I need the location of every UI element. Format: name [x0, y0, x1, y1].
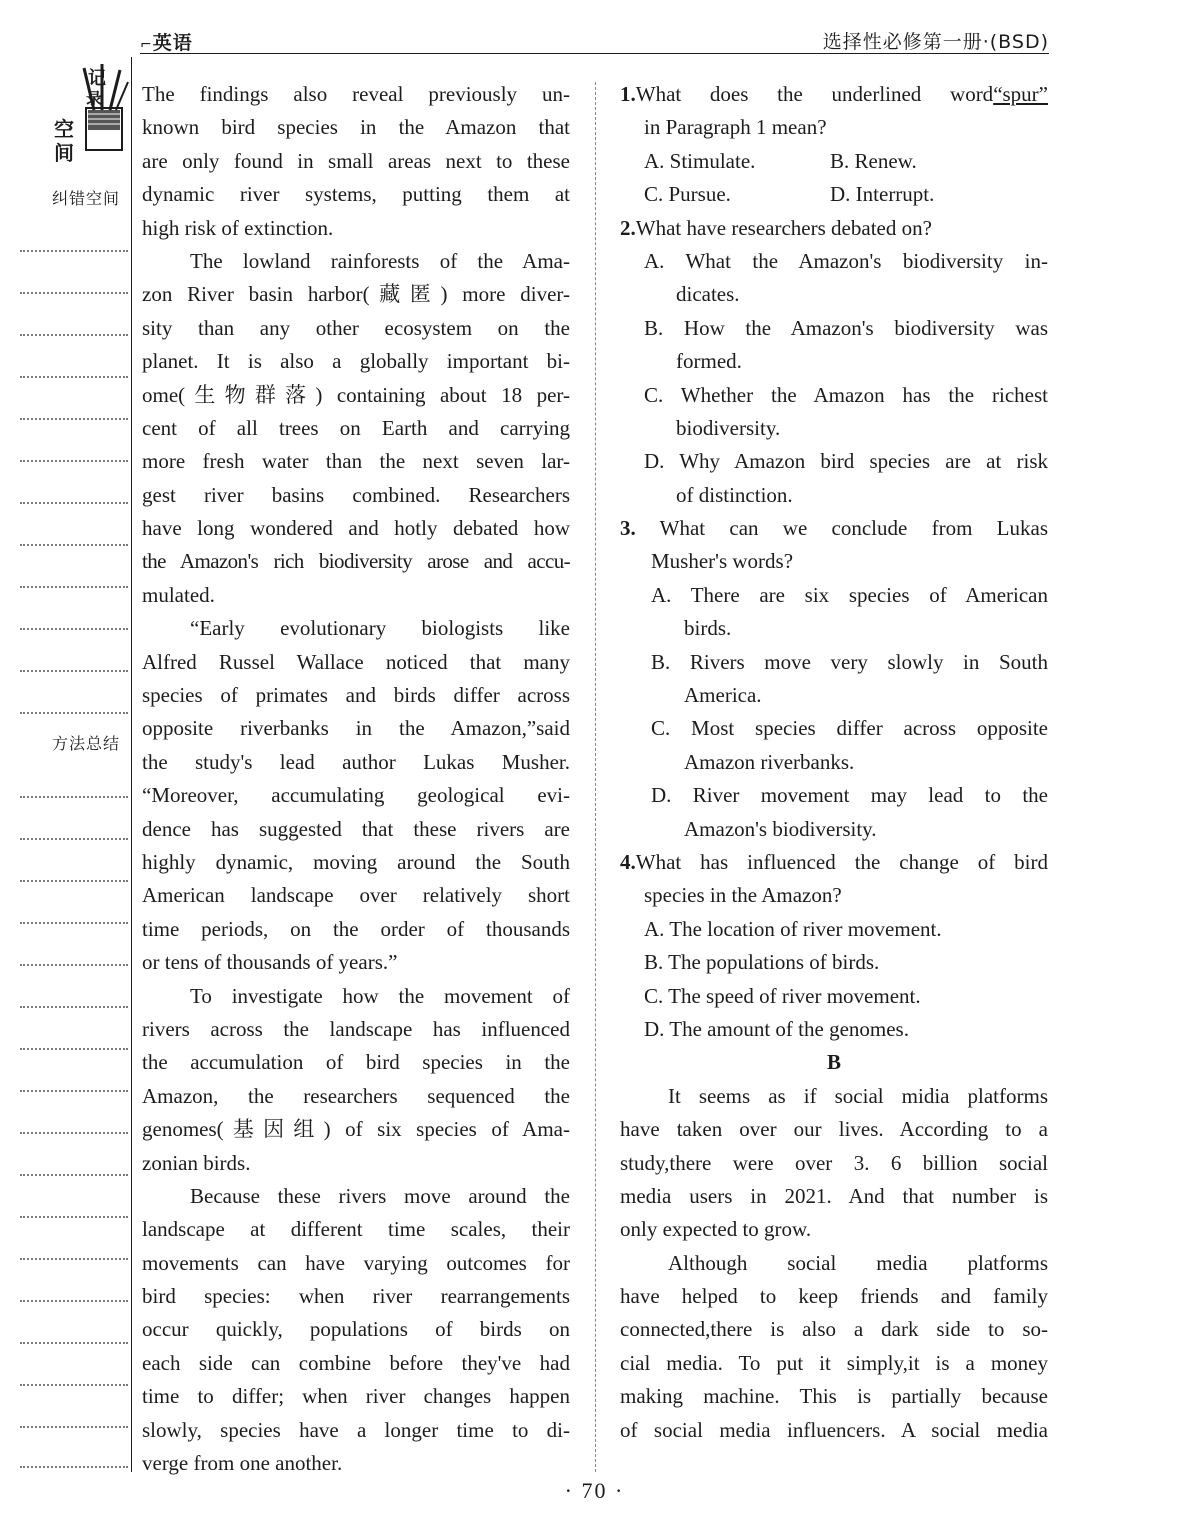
- note-line: [20, 712, 128, 714]
- note-line: [20, 628, 128, 630]
- passage-line: mulated.: [142, 582, 215, 607]
- passage-line: the accumulation of bird species in the: [142, 1050, 570, 1075]
- question-3-stem: 3. What can we conclude from Lukas: [620, 516, 1048, 541]
- option-c-cont: Amazon riverbanks.: [684, 749, 855, 774]
- note-line: [20, 586, 128, 588]
- question-number: 2.: [620, 215, 636, 240]
- option-b[interactable]: B. The populations of birds.: [644, 950, 880, 975]
- note-line: [20, 418, 128, 420]
- note-line: [20, 1384, 128, 1386]
- passage-line: highly dynamic, moving around the South: [142, 849, 570, 874]
- passage-line: zon River basin harbor(藏匿) more diver-: [142, 282, 570, 307]
- option-d-cont: Amazon's biodiversity.: [684, 816, 877, 841]
- passage-line: have taken over our lives. According to a: [620, 1117, 1048, 1142]
- passage-line: planet. It is also a globally important bi-: [142, 349, 570, 374]
- question-4-stem-cont: species in the Amazon?: [644, 883, 842, 908]
- passage-line: each side can combine before they've had: [142, 1350, 570, 1375]
- question-1-options-ab: [620, 145, 1048, 178]
- option-a[interactable]: A. What the Amazon's biodiversity in-: [644, 248, 1048, 273]
- header-subject: ⌐英语: [140, 32, 193, 54]
- logo-char-2: 录: [86, 89, 103, 108]
- passage-line: only expected to grow.: [620, 1217, 812, 1242]
- passage-line: more fresh water than the next seven lar-: [142, 449, 570, 474]
- option-b-cont: America.: [684, 683, 762, 708]
- note-line: [20, 1426, 128, 1428]
- note-line: [20, 292, 128, 294]
- passage-line: slowly, species have a longer time to di-: [142, 1417, 570, 1442]
- option-b[interactable]: B. How the Amazon's biodiversity was: [644, 315, 1048, 340]
- passage-line: making machine. This is partially because: [620, 1384, 1048, 1409]
- passage-line: The lowland rainforests of the Ama-: [190, 248, 570, 273]
- passage-line: or tens of thousands of years.”: [142, 950, 398, 975]
- note-line: [20, 334, 128, 336]
- passage-line: Although social media platforms: [668, 1250, 1048, 1275]
- note-line: [20, 1342, 128, 1344]
- passage-line: dence has suggested that these rivers are: [142, 816, 570, 841]
- option-c-cont: biodiversity.: [676, 415, 781, 440]
- logo-char-1: 记: [88, 68, 106, 89]
- option-d[interactable]: D. Interrupt.: [830, 182, 935, 207]
- question-1-stem-cont: in Paragraph 1 mean?: [644, 115, 827, 140]
- logo-char-4: 间: [54, 141, 74, 162]
- page-number: · 70 ·: [564, 1478, 625, 1503]
- passage-line: sity than any other ecosystem on the: [142, 315, 570, 340]
- passage-line: have helped to keep friends and family: [620, 1284, 1048, 1309]
- question-2-stem: 2.What have researchers debated on?: [620, 215, 932, 240]
- column-divider: [595, 82, 596, 1472]
- sidebar-label-error-space: 纠错空间: [52, 189, 121, 208]
- passage-left-column: [142, 78, 570, 1480]
- passage-line: opposite riverbanks in the Amazon,”said: [142, 716, 570, 741]
- passage-line: time to differ; when river changes happen: [142, 1384, 570, 1409]
- passage-line: American landscape over relatively short: [142, 883, 570, 908]
- question-3-stem-cont: Musher's words?: [651, 549, 794, 574]
- option-b[interactable]: B. Rivers move very slowly in South: [651, 649, 1048, 674]
- note-line: [20, 1258, 128, 1260]
- passage-line: time periods, on the order of thousands: [142, 916, 570, 941]
- passage-line: dynamic river systems, putting them at: [142, 182, 570, 207]
- passage-line: of social media influencers. A social media: [620, 1417, 1048, 1442]
- passage-line: rivers across the landscape has influenced: [142, 1016, 570, 1041]
- passage-line: genomes(基因组) of six species of Ama-: [142, 1117, 570, 1142]
- note-line: [20, 1048, 128, 1050]
- passage-line: Amazon, the researchers sequenced the: [142, 1083, 570, 1108]
- option-c[interactable]: C. Whether the Amazon has the richest: [644, 382, 1048, 407]
- passage-line: Alfred Russel Wallace noticed that many: [142, 649, 570, 674]
- option-a[interactable]: A. There are six species of American: [651, 582, 1048, 607]
- option-a-cont: birds.: [684, 616, 732, 641]
- option-a[interactable]: A. The location of river movement.: [644, 916, 942, 941]
- option-a-cont: dicates.: [676, 282, 740, 307]
- passage-line: are only found in small areas next to these: [142, 148, 570, 173]
- passage-line: species of primates and birds differ across: [142, 683, 570, 708]
- passage-line: cent of all trees on Earth and carrying: [142, 415, 570, 440]
- option-d[interactable]: D. The amount of the genomes.: [644, 1016, 909, 1041]
- question-number: 3.: [620, 516, 636, 541]
- note-line: [20, 544, 128, 546]
- note-line: [20, 1466, 128, 1468]
- note-line: [20, 1174, 128, 1176]
- question-number: 4.: [620, 849, 636, 874]
- note-line: [20, 838, 128, 840]
- passage-line: the study's lead author Lukas Musher.: [142, 749, 570, 774]
- note-line: [20, 964, 128, 966]
- passage-line: “Early evolutionary biologists like: [190, 616, 570, 641]
- option-c[interactable]: C. The speed of river movement.: [644, 983, 921, 1008]
- note-line: [20, 796, 128, 798]
- question-number: 1.: [620, 82, 636, 106]
- passage-line: “Moreover, accumulating geological evi-: [142, 783, 570, 808]
- passage-line: known bird species in the Amazon that: [142, 115, 570, 140]
- option-d[interactable]: D. River movement may lead to the: [651, 783, 1048, 808]
- passage-line: have long wondered and hotly debated how: [142, 516, 570, 541]
- option-c[interactable]: C. Most species differ across opposite: [651, 716, 1048, 741]
- question-1-options-cd: [620, 178, 1048, 211]
- option-b[interactable]: B. Renew.: [830, 148, 917, 173]
- note-line: [20, 922, 128, 924]
- note-line: [20, 880, 128, 882]
- underlined-word: “spur”: [993, 82, 1048, 106]
- option-b-cont: formed.: [676, 349, 742, 374]
- passage-line: landscape at different time scales, their: [142, 1217, 570, 1242]
- passage-line: The findings also reveal previously un-: [142, 82, 570, 106]
- passage-line: bird species: when river rearrangements: [142, 1284, 570, 1309]
- option-a[interactable]: A. Stimulate.: [644, 148, 756, 173]
- passage-line: the Amazon's rich biodiversity arose and accu-: [142, 549, 570, 574]
- passage-line: cial media. To put it simply,it is a money: [620, 1350, 1048, 1375]
- passage-line: It seems as if social midia platforms: [668, 1083, 1048, 1108]
- logo-char-3: 空: [54, 117, 74, 141]
- passage-line: high risk of extinction.: [142, 215, 334, 240]
- passage-line: study,there were over 3. 6 billion social: [620, 1150, 1048, 1175]
- sidebar-rule: [131, 57, 132, 1472]
- note-line: [20, 1300, 128, 1302]
- passage-line: gest river basins combined. Researchers: [142, 482, 570, 507]
- note-line: [20, 670, 128, 672]
- passage-line: To investigate how the movement of: [190, 983, 570, 1008]
- note-line: [20, 1006, 128, 1008]
- question-1-stem: 1.What does the underlined word“spur”: [620, 82, 1048, 106]
- section-b-title: B: [826, 1050, 841, 1075]
- option-d-cont: of distinction.: [676, 482, 793, 507]
- passage-line: media users in 2021. And that number is: [620, 1183, 1048, 1208]
- header-rule: [140, 53, 1049, 54]
- question-4-stem: 4.What has influenced the change of bird: [620, 849, 1048, 874]
- option-d[interactable]: D. Why Amazon bird species are at risk: [644, 449, 1048, 474]
- passage-line: connected,there is also a dark side to so-: [620, 1317, 1048, 1342]
- record-space-logo: [50, 62, 130, 162]
- header-book-title: 选择性必修第一册·(BSD): [822, 31, 1049, 53]
- option-c[interactable]: C. Pursue.: [644, 182, 731, 207]
- passage-line: verge from one another.: [142, 1451, 343, 1476]
- questions-right-column: [620, 78, 1048, 1447]
- note-line: [20, 376, 128, 378]
- passage-line: zonian birds.: [142, 1150, 251, 1175]
- note-line: [20, 250, 128, 252]
- sidebar-label-method-summary: 方法总结: [52, 734, 121, 753]
- passage-line: Because these rivers move around the: [190, 1183, 570, 1208]
- note-line: [20, 1132, 128, 1134]
- note-line: [20, 1216, 128, 1218]
- header-mark-icon: ⌐: [140, 37, 153, 53]
- note-line: [20, 460, 128, 462]
- note-line: [20, 502, 128, 504]
- passage-line: ome(生物群落) containing about 18 per-: [142, 382, 570, 407]
- passage-line: movements can have varying outcomes for: [142, 1250, 570, 1275]
- note-line: [20, 1090, 128, 1092]
- passage-line: occur quickly, populations of birds on: [142, 1317, 570, 1342]
